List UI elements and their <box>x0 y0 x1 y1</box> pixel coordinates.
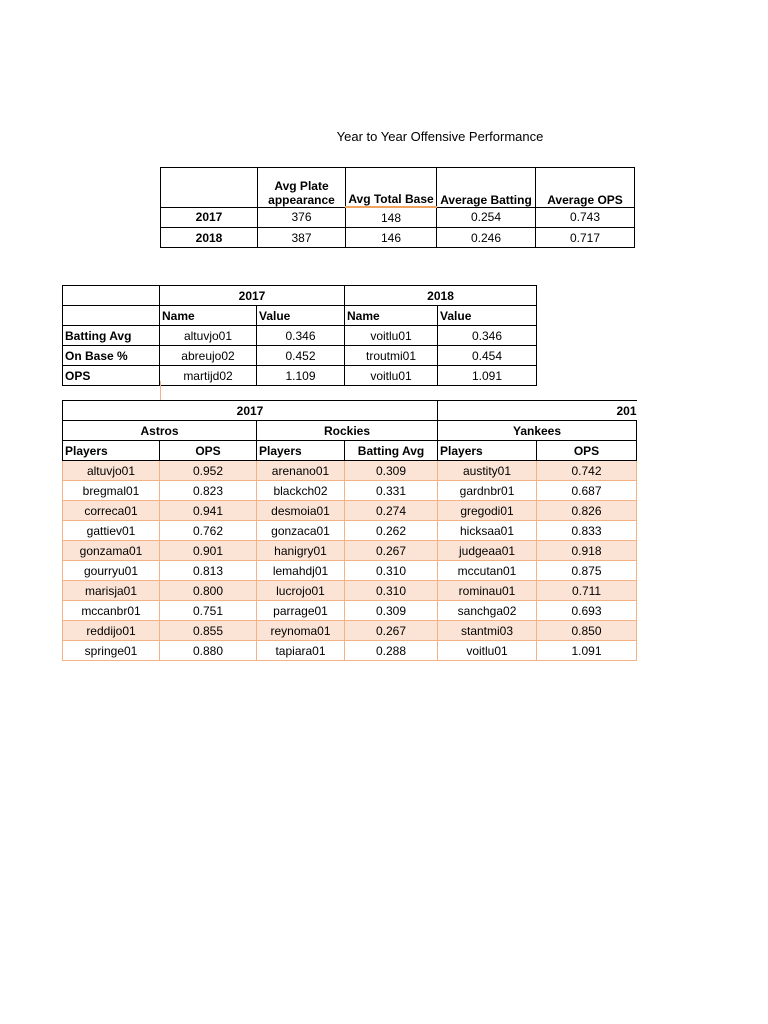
leaders-blank-cell <box>63 306 160 326</box>
value-cell: 0.941 <box>160 501 257 521</box>
summary-cell: 0.717 <box>536 228 635 248</box>
value-cell: 0.693 <box>537 601 637 621</box>
summary-header-cell: Avg Total Base <box>346 168 437 208</box>
player-cell: gregodi01 <box>438 501 537 521</box>
summary-row <box>161 207 635 228</box>
player-cell: voitlu01 <box>438 641 537 661</box>
value-cell: 0.952 <box>160 461 257 481</box>
cell-border-fragment <box>160 381 161 400</box>
leaders-year-a: 2017 <box>160 286 345 306</box>
player-cell: judgeaa01 <box>438 541 537 561</box>
team-row <box>63 541 637 561</box>
value-cell: 0.901 <box>160 541 257 561</box>
leaders-value: 1.109 <box>257 366 345 386</box>
player-cell: desmoia01 <box>257 501 345 521</box>
value-cell: 0.310 <box>345 561 438 581</box>
player-cell: marisja01 <box>63 581 160 601</box>
teams-header-row <box>63 441 637 461</box>
value-cell: 0.274 <box>345 501 438 521</box>
leaders-row <box>63 346 537 366</box>
summary-cell: 148 <box>346 207 437 228</box>
leaders-row <box>63 326 537 346</box>
leaders-year-row <box>63 286 537 306</box>
team-row <box>63 561 637 581</box>
summary-header-cell <box>161 168 258 208</box>
value-cell: 0.800 <box>160 581 257 601</box>
leaders-row <box>63 366 537 386</box>
value-cell: 1.091 <box>537 641 637 661</box>
player-cell: mccanbr01 <box>63 601 160 621</box>
value-cell: 0.813 <box>160 561 257 581</box>
summary-row <box>161 228 635 248</box>
value-cell: 0.855 <box>160 621 257 641</box>
value-cell: 0.823 <box>160 481 257 501</box>
summary-cell: 146 <box>346 228 437 248</box>
team-row <box>63 501 637 521</box>
value-cell: 0.711 <box>537 581 637 601</box>
player-cell: arenano01 <box>257 461 345 481</box>
player-cell: reddijo01 <box>63 621 160 641</box>
player-cell: gardnbr01 <box>438 481 537 501</box>
summary-cell: 0.246 <box>437 228 536 248</box>
team-row <box>63 641 637 661</box>
leaders-col-value: Value <box>438 306 537 326</box>
leaders-stat: Batting Avg <box>63 326 160 346</box>
value-cell: 0.826 <box>537 501 637 521</box>
player-cell: lucrojo01 <box>257 581 345 601</box>
value-cell: 0.880 <box>160 641 257 661</box>
summary-header-cell: Average OPS <box>536 168 635 208</box>
team-row <box>63 461 637 481</box>
team-row <box>63 621 637 641</box>
player-cell: hanigry01 <box>257 541 345 561</box>
summary-cell: 376 <box>258 207 346 228</box>
team-row <box>63 581 637 601</box>
player-cell: correca01 <box>63 501 160 521</box>
player-cell: lemahdj01 <box>257 561 345 581</box>
value-cell: 0.918 <box>537 541 637 561</box>
teams-year-main: 2017 <box>63 401 438 421</box>
team-row <box>63 521 637 541</box>
player-cell: rominau01 <box>438 581 537 601</box>
leaders-blank-cell <box>63 286 160 306</box>
leaders-col-value: Value <box>257 306 345 326</box>
player-cell: mccutan01 <box>438 561 537 581</box>
leaders-name: altuvjo01 <box>160 326 257 346</box>
summary-header-cell: Average Batting <box>437 168 536 208</box>
leaders-value: 0.452 <box>257 346 345 366</box>
page-title: Year to Year Offensive Performance <box>336 129 544 144</box>
player-cell: gattiev01 <box>63 521 160 541</box>
player-cell: gonzama01 <box>63 541 160 561</box>
summary-year-cell: 2018 <box>161 228 258 248</box>
leaders-stat: On Base % <box>63 346 160 366</box>
summary-cell: 0.254 <box>437 207 536 228</box>
leaders-name: abreujo02 <box>160 346 257 366</box>
value-cell: 0.288 <box>345 641 438 661</box>
leaders-col-name: Name <box>160 306 257 326</box>
summary-year-cell: 2017 <box>161 207 258 228</box>
value-cell: 0.762 <box>160 521 257 541</box>
leaders-value: 0.346 <box>257 326 345 346</box>
player-cell: hicksaa01 <box>438 521 537 541</box>
col-players: Players <box>63 441 160 461</box>
summary-table <box>160 167 635 248</box>
leaders-name: troutmi01 <box>345 346 438 366</box>
leaders-year-b: 2018 <box>345 286 537 306</box>
col-players: Players <box>438 441 537 461</box>
value-cell: 0.267 <box>345 541 438 561</box>
leaders-value: 0.346 <box>438 326 537 346</box>
value-cell: 0.310 <box>345 581 438 601</box>
leaders-name: voitlu01 <box>345 326 438 346</box>
player-cell: stantmi03 <box>438 621 537 641</box>
team-name-astros: Astros <box>63 421 257 441</box>
summary-cell: 387 <box>258 228 346 248</box>
col-batting-avg: Batting Avg <box>345 441 438 461</box>
player-cell: blackch02 <box>257 481 345 501</box>
teams-table <box>62 400 637 661</box>
player-cell: austity01 <box>438 461 537 481</box>
player-cell: sanchga02 <box>438 601 537 621</box>
value-cell: 0.309 <box>345 461 438 481</box>
col-ops: OPS <box>160 441 257 461</box>
col-ops: OPS <box>537 441 637 461</box>
col-players: Players <box>257 441 345 461</box>
value-cell: 0.267 <box>345 621 438 641</box>
player-cell: gourryu01 <box>63 561 160 581</box>
summary-header-row <box>161 168 635 208</box>
team-row <box>63 601 637 621</box>
value-cell: 0.687 <box>537 481 637 501</box>
player-cell: altuvjo01 <box>63 461 160 481</box>
leaders-header-row <box>63 306 537 326</box>
teams-body <box>63 461 637 661</box>
player-cell: gonzaca01 <box>257 521 345 541</box>
summary-cell: 0.743 <box>536 207 635 228</box>
summary-header-cell: Avg Plate appearance <box>258 168 346 208</box>
value-cell: 0.833 <box>537 521 637 541</box>
value-cell: 0.742 <box>537 461 637 481</box>
team-row <box>63 481 637 501</box>
leaders-table <box>62 285 537 386</box>
team-name-rockies: Rockies <box>257 421 438 441</box>
player-cell: springe01 <box>63 641 160 661</box>
player-cell: bregmal01 <box>63 481 160 501</box>
leaders-value: 1.091 <box>438 366 537 386</box>
teams-year-row <box>63 401 637 421</box>
team-name-yankees: Yankees <box>438 421 637 441</box>
leaders-stat: OPS <box>63 366 160 386</box>
player-cell: parrage01 <box>257 601 345 621</box>
value-cell: 0.262 <box>345 521 438 541</box>
player-cell: reynoma01 <box>257 621 345 641</box>
value-cell: 0.309 <box>345 601 438 621</box>
value-cell: 0.331 <box>345 481 438 501</box>
teams-name-row <box>63 421 637 441</box>
player-cell: tapiara01 <box>257 641 345 661</box>
teams-year-cut: 201 <box>438 401 637 421</box>
value-cell: 0.875 <box>537 561 637 581</box>
leaders-col-name: Name <box>345 306 438 326</box>
leaders-value: 0.454 <box>438 346 537 366</box>
leaders-name: martijd02 <box>160 366 257 386</box>
leaders-name: voitlu01 <box>345 366 438 386</box>
value-cell: 0.850 <box>537 621 637 641</box>
value-cell: 0.751 <box>160 601 257 621</box>
